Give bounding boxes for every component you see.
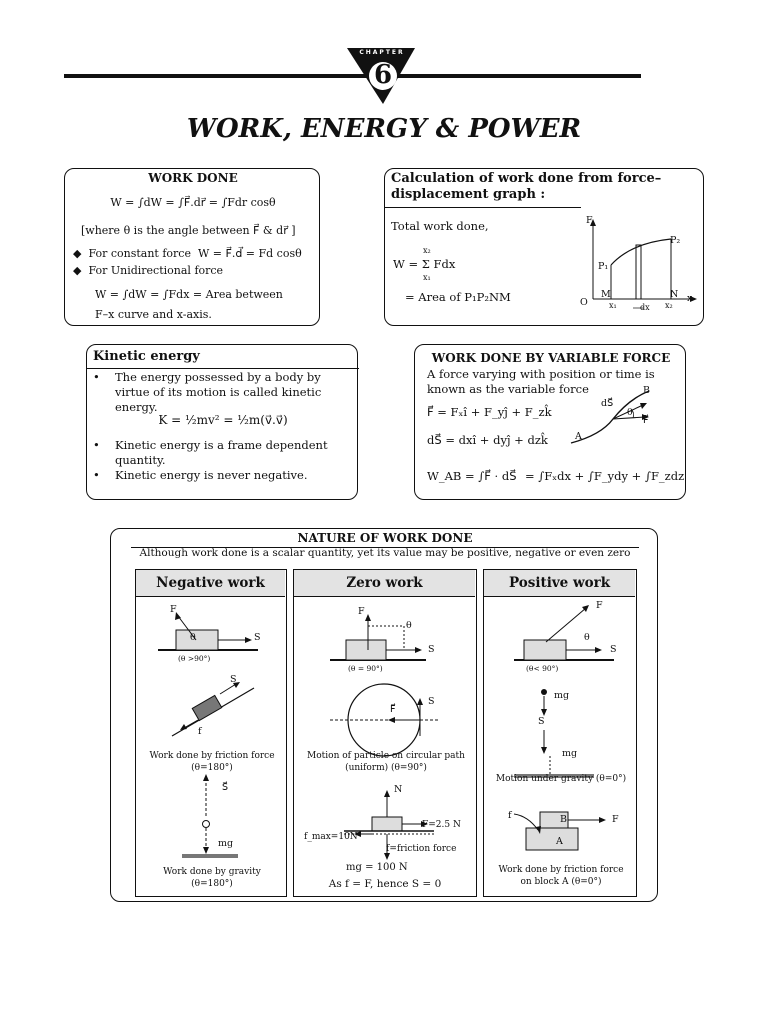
positive-diagrams <box>484 598 636 898</box>
pos-fig1-theta: θ <box>584 632 590 643</box>
graph-label-P2: P₂ <box>670 235 681 246</box>
graph-label-O: O <box>580 297 588 308</box>
zero-fig3-friction: f=friction force <box>386 844 457 854</box>
negative-title-bar <box>136 570 285 597</box>
variable-heading: WORK DONE BY VARIABLE FORCE <box>431 351 671 365</box>
kinetic-b3-text: Kinetic energy is never negative. <box>115 468 308 482</box>
kinetic-b1-text: The energy possessed by a body by virtue of its motion is called kinetic energy. <box>115 370 322 414</box>
pos-fig1-caption: (θ< 90°) <box>526 664 559 673</box>
pos-fig2-S: S <box>538 716 545 727</box>
nature-subheading: Although work done is a scalar quantity, yet its value may be positive, negative or even zero <box>139 547 631 559</box>
ds-vector-formula: dS⃗ = dxî + dyĵ + dzk̂ <box>427 433 548 447</box>
zero-fig1-theta: θ <box>406 620 412 631</box>
positive-title-bar <box>484 570 635 597</box>
bullet2-cont: F–x curve and x-axis. <box>95 308 212 321</box>
zero-fig1-F: F <box>358 606 365 617</box>
work-done-box <box>64 168 320 326</box>
pos-fig3-F: F <box>612 814 619 825</box>
zero-fig2-caption: Motion of particle on circular path (uniform) (θ=90°) <box>307 751 465 773</box>
sum-formula: W = Σ Fdx <box>393 257 456 271</box>
sum-upper: x₂ <box>423 246 431 255</box>
pos-fig3-B: B <box>560 814 567 825</box>
pos-fig3-caption: Work done by friction force on block A (θ=0°) <box>498 865 624 887</box>
graph-label-P1: P₁ <box>598 261 609 272</box>
neg-fig2-S: S <box>230 674 237 685</box>
page-title: WORK, ENERGY & POWER <box>186 114 582 144</box>
neg-fig3-mg: mg <box>218 838 234 849</box>
graph-label-x2: x₂ <box>665 301 673 310</box>
kinetic-heading: Kinetic energy <box>93 349 200 364</box>
chapter-number: 6 <box>373 60 393 90</box>
w-formula-right: = ∫Fₓdx + ∫F_ydy + ∫F_zdz <box>525 469 685 483</box>
zero-fig2-F: F⃗ <box>390 704 396 715</box>
zero-title: Zero work <box>346 575 423 591</box>
zero-fig2-S: S <box>428 696 435 707</box>
kinetic-formula: K = ½mv² = ½m(v⃗.v⃗) <box>158 413 288 427</box>
zero-fig3-mg: mg = 100 N <box>346 862 408 873</box>
f-vector-formula: F⃗ = Fₓî + F_yĵ + F_zk̂ <box>427 405 552 419</box>
kinetic-bullet1 <box>93 370 355 415</box>
neg-fig2-f: f <box>198 726 202 737</box>
negative-title: Negative work <box>156 575 265 591</box>
zero-fig3-N: N <box>394 784 403 795</box>
zero-fig3-conclusion: As f = F, hence S = 0 <box>328 878 442 890</box>
zero-work-column <box>293 569 477 897</box>
pos-fig2-caption: Motion under gravity (θ=0°) <box>495 774 627 784</box>
graph-total-label: Total work done, <box>391 219 489 233</box>
bullet-icon: • <box>93 370 100 384</box>
variable-label-A: A <box>575 431 582 442</box>
graph-label-x1: x₁ <box>609 301 617 310</box>
zero-fig3-F: F=2.5 N <box>422 820 461 830</box>
graph-label-M: M <box>601 289 611 300</box>
work-done-heading: WORK DONE <box>148 171 238 185</box>
kinetic-bullet2 <box>93 438 355 468</box>
positive-work-column <box>483 569 637 897</box>
zero-title-bar <box>294 570 475 597</box>
work-done-note: [where θ is the angle between F⃗ & dr⃗ ] <box>81 224 296 237</box>
graph-box <box>384 168 704 326</box>
kinetic-bullet3 <box>93 468 355 483</box>
graph-label-x: x <box>687 293 693 304</box>
bullet-icon: • <box>93 468 100 482</box>
bullet1-formula: W = F⃗.d⃗ = Fd cosθ <box>197 247 302 260</box>
graph-heading-rule <box>385 207 581 208</box>
bullet-icon: ◆ <box>73 247 89 260</box>
sum-lower: x₁ <box>423 273 431 282</box>
bullet2-label: For Unidirectional force <box>88 264 224 277</box>
pos-fig1-F: F <box>596 600 603 611</box>
graph-label-F: F <box>586 215 593 226</box>
variable-label-theta: θ <box>627 407 633 418</box>
graph-label-N: N <box>670 289 679 300</box>
neg-fig1-S: S <box>254 632 261 643</box>
positive-title: Positive work <box>508 575 611 591</box>
kinetic-b2-text: Kinetic energy is a frame dependent quantity. <box>115 438 328 467</box>
bullet1-label: For constant force <box>88 247 191 260</box>
variable-label-B: B <box>643 385 650 396</box>
kinetic-box <box>86 344 358 500</box>
neg-fig3-caption: Work done by gravity (θ=180°) <box>163 867 261 889</box>
pos-fig3-f: f <box>508 810 512 821</box>
variable-label-F: F⃗ <box>643 415 649 426</box>
pos-fig1-S: S <box>610 644 617 655</box>
neg-fig1-theta: θ <box>190 632 196 643</box>
area-formula: = Area of P₁P₂NM <box>405 290 511 304</box>
pos-fig2-mg: mg <box>554 690 570 701</box>
neg-fig1-F: F <box>170 604 177 615</box>
zero-fig1-caption: (θ = 90°) <box>348 664 383 673</box>
bullet-unidirectional-force <box>73 263 319 278</box>
neg-fig2-caption: Work done by friction force (θ=180°) <box>149 751 275 773</box>
negative-diagrams <box>136 598 286 898</box>
zero-fig1-S: S <box>428 644 435 655</box>
nature-box <box>110 528 658 902</box>
nature-heading: NATURE OF WORK DONE <box>297 531 473 545</box>
bullet-icon: • <box>93 438 100 452</box>
chapter-label: CHAPTER <box>359 49 405 56</box>
variable-force-box <box>414 344 686 500</box>
variable-desc: A force varying with position or time is known as the variable force <box>427 367 655 396</box>
w-formula-left: W_AB = ∫F⃗ · dS⃗ <box>427 469 517 483</box>
pos-fig3-A: A <box>556 836 563 847</box>
work-done-formula: W = ∫dW = ∫F⃗.dr⃗ = ∫Fdr cosθ <box>110 196 276 209</box>
neg-fig1-caption: (θ >90°) <box>178 654 211 663</box>
zero-fig3-fmax: f_max=10N <box>304 832 358 842</box>
negative-work-column <box>135 569 287 897</box>
graph-heading: Calculation of work done from force– displacement graph : <box>391 171 662 202</box>
graph-label-dx: dx <box>640 303 650 312</box>
variable-label-dS: dS⃗ <box>601 398 614 409</box>
neg-fig3-S: S⃗ <box>222 782 229 793</box>
kinetic-heading-rule <box>87 368 359 369</box>
bullet-constant-force <box>73 246 319 261</box>
bullet-icon: ◆ <box>73 264 89 277</box>
pos-fig2-mg2: mg <box>562 748 578 759</box>
bullet2-formula: W = ∫dW = ∫Fdx = Area between <box>95 288 283 301</box>
